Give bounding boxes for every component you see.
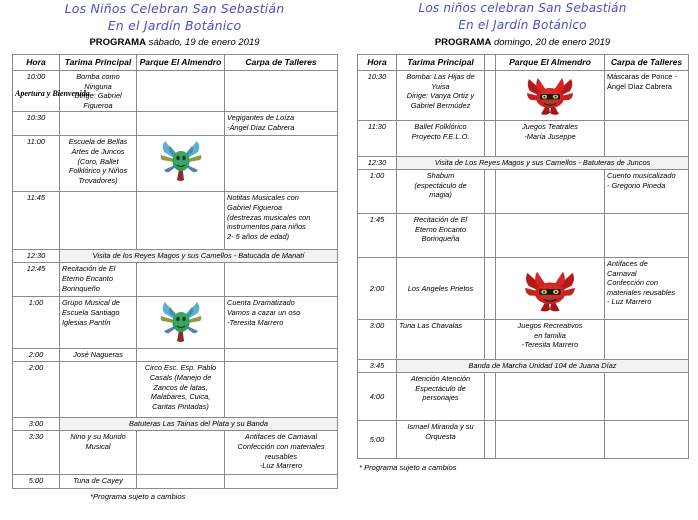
cell-spacer — [485, 71, 496, 121]
carpa-line-5: 2- 5 años de edad) — [227, 231, 290, 241]
cell-tarima: José Nagueras — [60, 349, 137, 362]
cell-spacer — [485, 214, 496, 258]
tarima-line-4: Folklórico y Niños — [68, 166, 128, 176]
table-row — [358, 214, 689, 258]
table-header-row — [358, 55, 689, 71]
cell-hora: 12:30 — [358, 157, 397, 170]
cell-tarima — [60, 192, 137, 250]
tarima-line-1: Bomba como — [76, 72, 120, 81]
cell-carpa — [225, 349, 338, 362]
cell-tarima — [60, 431, 137, 475]
carpa-line-3: (destrezas musicales con — [227, 212, 311, 222]
sunday-schedule-table — [357, 54, 689, 459]
parque-line-2: -María Juseppe — [524, 131, 576, 141]
vejigante-mask-green-icon — [139, 137, 222, 183]
vejigante-mask-red-icon — [498, 72, 602, 116]
table-row — [358, 71, 689, 121]
column-header-hora: Hora — [13, 55, 60, 71]
cell-tarima — [60, 297, 137, 349]
cell-parque — [496, 71, 605, 121]
tarima-line-2: Ninguna — [84, 81, 112, 91]
table-row — [13, 349, 338, 362]
cell-carpa — [605, 170, 689, 214]
carpa-line-4: materiales reusables — [607, 287, 676, 297]
left-program-date — [12, 36, 337, 50]
tarima-line-1: Recitación de El — [413, 215, 468, 224]
tarima-line-3: Iglesias Pantín — [62, 317, 111, 327]
cell-parque — [496, 214, 605, 258]
cell-hora: 11:45 — [13, 192, 60, 250]
parque-line-4: Malabares, Cuica, — [150, 392, 211, 402]
cell-tarima — [397, 71, 485, 121]
tarima-line-2: Proyecto F.E.L.O. — [411, 131, 470, 141]
tarima-line-3: Dirige: Gabriel — [74, 91, 122, 101]
column-header-tarima-principal: Tarima Principal — [397, 55, 485, 71]
table-row — [13, 297, 338, 349]
table-row-merged — [358, 360, 689, 373]
cell-carpa — [225, 71, 338, 112]
cell-parque — [137, 71, 225, 112]
cell-tarima: Los Angeles Prietos — [397, 258, 485, 320]
cell-hora: 5:00 — [358, 421, 397, 459]
table-row — [13, 475, 338, 489]
cell-parque — [496, 373, 605, 421]
cell-tarima — [397, 121, 485, 157]
carpa-line-1: Antifaces de — [607, 259, 648, 268]
right-footnote: * Programa sujeto a cambios — [359, 463, 457, 472]
table-row — [13, 431, 338, 475]
tarima-line-3: (Coro, Ballet — [77, 156, 119, 166]
table-row — [13, 136, 338, 192]
carpa-line-3: reusables — [264, 451, 298, 461]
tarima-line-1: Nino y su Mundo — [70, 432, 126, 442]
carpa-line-2: Gabriel Figueroa — [227, 202, 283, 212]
cell-merged-announcement: Banda de Marcha Unidad 104 de Juana Díaz — [397, 360, 689, 373]
cell-carpa — [225, 112, 338, 136]
hora-value: 10:00 — [26, 72, 46, 81]
cell-carpa — [225, 136, 338, 192]
carpa-line-2: Ángel Díaz Cabrera — [607, 81, 672, 91]
table-row — [358, 373, 689, 421]
left-title-line-1: Los Niños Celebran San Sebastián — [64, 1, 285, 16]
vejigante-mask-green-icon — [139, 298, 222, 344]
tarima-line-2: (espectáculo de — [414, 180, 467, 190]
column-header-carpa-de-talleres: Carpa de Talleres — [605, 55, 689, 71]
column-header-tarima-principal: Tarima Principal — [60, 55, 137, 71]
carpa-line-1: Vegigantes de Loíza — [227, 113, 295, 123]
table-row — [358, 258, 689, 320]
column-header-spacer — [485, 55, 496, 71]
tarima-line-2: Escuela Santiago — [62, 307, 120, 317]
cell-tarima — [397, 421, 485, 459]
right-title-block — [357, 0, 688, 50]
cell-carpa — [225, 192, 338, 250]
cell-hora: 3:00 — [13, 418, 60, 431]
table-row — [13, 362, 338, 418]
cell-carpa — [605, 71, 689, 121]
saturday-schedule-table — [12, 54, 338, 489]
cell-hora: 1:00 — [358, 170, 397, 214]
cell-spacer — [485, 320, 496, 360]
tarima-line-2: Orquesta — [425, 431, 456, 441]
parque-line-1: Juegos Teatrales — [521, 122, 578, 131]
left-footnote: *Programa sujeto a cambios — [90, 492, 186, 502]
tarima-line-3: magia) — [429, 190, 452, 200]
tarima-line-1: Ismael Miranda y su — [407, 422, 474, 431]
cell-merged-announcement: Visita de los Reyes Magos y sus Camellos - Batucada de Manatí — [60, 250, 338, 263]
cell-carpa — [225, 362, 338, 418]
column-header-carpa-de-talleres: Carpa de Talleres — [225, 55, 338, 71]
cell-tarima: Tuna Las Chavalas — [397, 320, 485, 360]
tarima-line-2: Espectáculo de — [415, 383, 466, 393]
cell-hora: 5:00 — [13, 475, 60, 489]
cell-carpa — [605, 320, 689, 360]
cell-hora: 12:30 — [13, 250, 60, 263]
vejigante-mask-red-icon — [498, 265, 602, 313]
parque-line-2: en familia — [534, 330, 566, 340]
carpa-line-4: instrumentos para niños — [227, 222, 306, 232]
table-row — [358, 121, 689, 157]
cell-tarima: Tuna de Cayey — [60, 475, 137, 489]
tarima-line-2: Artes de Juncos — [71, 146, 125, 156]
cell-hora: 12:45 — [13, 263, 60, 297]
tarima-line-1: Ballet Folklórico — [414, 122, 467, 131]
column-header-parque-el-almendro: Parque El Almendro — [137, 55, 225, 71]
tarima-line-2: Musical — [85, 441, 111, 451]
table-row-merged — [13, 250, 338, 263]
cell-tarima — [397, 373, 485, 421]
table-row — [13, 192, 338, 250]
cell-parque — [137, 362, 225, 418]
cell-parque — [496, 121, 605, 157]
cell-hora — [13, 71, 90, 112]
cell-tarima — [60, 136, 137, 192]
cell-hora: 2:00 — [13, 362, 60, 418]
cell-hora: 11:00 — [13, 136, 60, 192]
tarima-line-2: Eterno Encanto — [62, 273, 113, 283]
tarima-line-3: Borinqueña — [421, 234, 460, 244]
right-title-line-1: Los niños celebran San Sebastián — [418, 1, 627, 15]
right-program-label: PROGRAMA — [434, 37, 492, 48]
cell-parque — [137, 475, 225, 489]
tarima-line-4: Figueroa — [83, 100, 113, 110]
carpa-line-1: Cuento musicalizado — [607, 171, 676, 180]
cell-carpa — [225, 431, 338, 475]
parque-line-3: -Teresita Marrero — [521, 340, 579, 350]
tarima-line-3: Borinqueño — [62, 283, 100, 293]
carpa-line-5: - Luz Marrero — [607, 297, 652, 307]
cell-hora: 10:30 — [358, 71, 397, 121]
column-header-parque-el-almendro: Parque El Almendro — [496, 55, 605, 71]
carpa-line-2: Vamos a cazar un oso — [227, 307, 301, 317]
carpa-line-1: Cuenta Dramatizado — [227, 298, 295, 308]
cell-carpa — [225, 475, 338, 489]
tarima-line-1: Escuela de Bellas — [68, 137, 128, 147]
parque-line-2: Casals (Manejo de — [149, 372, 212, 382]
cell-parque — [496, 170, 605, 214]
tarima-line-3: personajes — [422, 393, 459, 403]
cell-hora: 2:00 — [13, 349, 60, 362]
carpa-line-1: Antifaces de Carnaval — [244, 432, 318, 442]
cell-tarima — [60, 362, 137, 418]
cell-carpa — [605, 373, 689, 421]
cell-tarima — [60, 263, 137, 297]
cell-carpa — [225, 297, 338, 349]
left-program-date-text: sábado, 19 de enero 2019 — [145, 37, 260, 48]
cell-hora: 3:45 — [358, 360, 397, 373]
cell-carpa — [605, 258, 689, 320]
table-row — [358, 320, 689, 360]
cell-tarima — [397, 170, 485, 214]
cell-tarima — [60, 112, 137, 136]
tarima-line-1: Recitación de El — [62, 264, 116, 274]
cell-parque — [137, 112, 225, 136]
table-row — [358, 421, 689, 459]
tarima-line-3: Dirige: Vanya Ortiz y — [406, 91, 475, 101]
table-row-merged — [358, 157, 689, 170]
cell-merged-announcement: Batuteras Las Tainas del Plata y su Banda — [60, 418, 338, 431]
cell-hora: 3:00 — [358, 320, 397, 360]
tarima-line-2: Eterno Encanto — [415, 224, 466, 234]
cell-hora: 10:30 — [13, 112, 60, 136]
carpa-line-4: -Luz Marrero — [259, 461, 303, 471]
tarima-line-1: Atención Atención — [410, 374, 471, 383]
left-program-label: PROGRAMA — [89, 37, 146, 48]
cell-hora: 11:30 — [358, 121, 397, 157]
cell-spacer — [485, 121, 496, 157]
cell-tarima — [397, 214, 485, 258]
parque-line-1: Juegos Recreativos — [517, 321, 583, 330]
cell-hora: 4:00 — [358, 373, 397, 421]
tarima-line-4: Gabriel Bermúdez — [410, 100, 471, 110]
right-program-date — [357, 36, 688, 50]
carpa-line-2: Confección con materiales — [237, 441, 325, 451]
cell-parque — [137, 192, 225, 250]
carpa-line-1: Máscaras de Ponce - — [607, 72, 677, 81]
sunday-program-panel — [349, 0, 698, 520]
cell-parque — [137, 263, 225, 297]
carpa-line-1: Notitas Musicales con — [227, 193, 299, 203]
cell-hora: 3:30 — [13, 431, 60, 475]
cell-parque — [137, 349, 225, 362]
cell-spacer — [485, 170, 496, 214]
carpa-line-2: -Ángel Díaz Cabrera — [227, 122, 295, 132]
parque-line-1: Circo Esc. Esp. Pablo — [144, 363, 217, 373]
right-title-line-2: En el Jardín Botánico — [458, 18, 587, 32]
cell-carpa — [225, 263, 338, 297]
cell-hora: 2:00 — [358, 258, 397, 320]
cell-spacer — [485, 421, 496, 459]
cell-parque — [137, 136, 225, 192]
parque-line-5: Caritas Pintadas) — [152, 401, 209, 411]
cell-carpa — [605, 214, 689, 258]
cell-hora: 1:45 — [358, 214, 397, 258]
table-row — [13, 112, 338, 136]
left-title-line-2: En el Jardín Botánico — [107, 18, 242, 33]
tarima-line-1: Grupo Musical de — [62, 298, 120, 308]
table-row — [13, 71, 338, 112]
cell-parque — [496, 421, 605, 459]
hora-subtitle: Apertura y Bienvenida — [15, 88, 90, 98]
tarima-line-1: Bomba: Las Hijas de — [406, 72, 475, 81]
table-row-merged — [13, 418, 338, 431]
left-title-block — [12, 0, 337, 50]
cell-hora: 1:00 — [13, 297, 60, 349]
carpa-line-2: - Gregorio Pineda — [607, 180, 666, 190]
carpa-line-3: -Teresita Marrero — [227, 317, 284, 327]
parque-line-3: Zancos de latas, — [153, 382, 208, 392]
tarima-line-2: Yuisa — [431, 81, 450, 91]
carpa-line-2: Carnaval — [607, 268, 637, 278]
cell-merged-announcement: Visita de Los Reyes Magos y sus Camellos - Batuteras de Juncos — [397, 157, 689, 170]
tarima-line-1: Shabum — [426, 171, 455, 180]
table-row — [358, 170, 689, 214]
table-header-row — [13, 55, 338, 71]
right-program-date-text: domingo, 20 de enero 2019 — [491, 37, 611, 48]
cell-spacer — [485, 373, 496, 421]
cell-parque — [496, 258, 605, 320]
cell-carpa — [605, 421, 689, 459]
cell-carpa — [605, 121, 689, 157]
cell-parque — [496, 320, 605, 360]
column-header-hora: Hora — [358, 55, 397, 71]
cell-spacer — [485, 258, 496, 320]
table-row — [13, 263, 338, 297]
tarima-line-5: Trovadores) — [78, 175, 118, 185]
cell-parque — [137, 297, 225, 349]
cell-parque — [137, 431, 225, 475]
carpa-line-3: Confección con — [607, 278, 658, 288]
